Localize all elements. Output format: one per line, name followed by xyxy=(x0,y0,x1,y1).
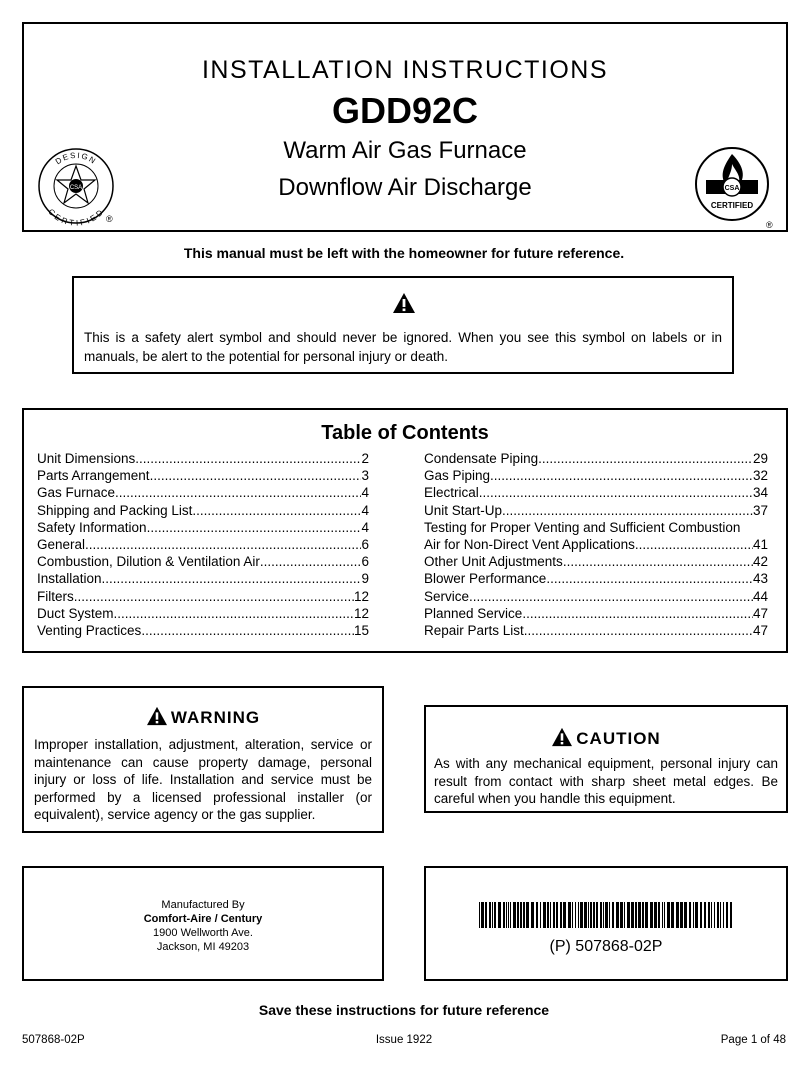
toc-entry-page: 15 xyxy=(353,622,369,638)
barcode-bar xyxy=(550,902,551,928)
toc-leader-dots xyxy=(192,502,361,519)
toc-entry-page: 32 xyxy=(752,468,768,484)
toc-entry xyxy=(37,622,369,639)
toc-entry-page: 3 xyxy=(361,468,369,484)
barcode-bar xyxy=(590,902,592,928)
toc-entry xyxy=(37,502,369,519)
model-number: GDD92C xyxy=(331,90,479,131)
toc-leader-dots xyxy=(538,450,753,467)
barcode-bar xyxy=(711,902,712,928)
barcode-bar xyxy=(638,902,641,928)
barcode-bar xyxy=(481,902,484,928)
toc-entry xyxy=(37,605,369,622)
caution-heading xyxy=(426,727,786,749)
barcode-bar xyxy=(616,902,619,928)
toc-entry-label: Venting Practices xyxy=(37,622,142,638)
barcode-bar xyxy=(650,902,653,928)
toc-entry-label: Air for Non-Direct Vent Applications xyxy=(424,536,635,552)
barcode-bar xyxy=(664,902,665,928)
toc-entry-label: Duct System xyxy=(37,605,114,621)
caution-box xyxy=(424,705,788,813)
barcode-bar xyxy=(578,902,579,928)
barcode-bar xyxy=(624,902,625,928)
toc-entry xyxy=(37,588,369,605)
toc-entry-page: 6 xyxy=(361,554,369,570)
manufacturer-city: Jackson, MI 49203 xyxy=(156,941,250,953)
toc-entry-page: 12 xyxy=(353,588,369,604)
barcode-bar xyxy=(720,902,721,928)
toc-entry xyxy=(37,467,369,484)
toc-entry xyxy=(37,519,369,536)
toc-leader-dots xyxy=(469,588,753,605)
toc-leader-dots xyxy=(522,605,753,622)
barcode-bar xyxy=(543,902,546,928)
footer-issue: Issue 1922 xyxy=(375,1034,433,1046)
title-block xyxy=(22,22,788,232)
toc-entry xyxy=(424,519,768,536)
barcode-bar xyxy=(593,902,595,928)
barcode-bar xyxy=(553,902,555,928)
warning-heading xyxy=(24,706,382,728)
barcode-bar xyxy=(540,902,541,928)
barcode-bar xyxy=(485,902,487,928)
barcode-bar xyxy=(726,902,728,928)
barcode-bar xyxy=(580,902,583,928)
footer-page: Page 1 of 48 xyxy=(720,1034,786,1046)
toc-entry-label: Condensate Piping xyxy=(424,451,539,466)
toc-entry-label: Unit Start-Up xyxy=(424,502,503,518)
toc-leader-dots xyxy=(135,450,361,467)
toc-leader-dots xyxy=(502,502,753,519)
barcode-bar xyxy=(531,902,534,928)
barcode-bar xyxy=(658,902,660,928)
toc-entry-page: 29 xyxy=(752,451,768,466)
toc-entry xyxy=(424,450,768,467)
barcode-bar xyxy=(693,902,694,928)
toc-leader-dots xyxy=(260,553,362,570)
barcode-bar xyxy=(631,902,634,928)
toc-leader-dots xyxy=(490,467,753,484)
barcode-bar xyxy=(714,902,715,928)
toc-entry-page: 4 xyxy=(361,519,369,535)
toc-entry-page: 4 xyxy=(361,502,369,518)
toc-entry xyxy=(37,536,369,553)
toc-entry-page: 2 xyxy=(361,451,369,466)
part-number: (P) 507868-02P xyxy=(549,938,663,955)
svg-text:®: ® xyxy=(766,220,773,230)
svg-text:DESIGN: DESIGN xyxy=(53,150,99,167)
barcode-bar xyxy=(723,902,724,928)
toc-entry-label: Gas Piping xyxy=(424,468,491,484)
svg-text:CERTIFIED: CERTIFIED xyxy=(710,201,754,210)
barcode-bar xyxy=(676,902,679,928)
toc-leader-dots xyxy=(524,622,753,639)
toc-entry xyxy=(37,570,369,587)
toc-entry-label: Parts Arrangement xyxy=(37,468,150,484)
toc-leader-dots xyxy=(74,588,354,605)
toc-entry-page: 37 xyxy=(752,502,768,518)
manufacturer-label: Manufactured By xyxy=(161,899,245,911)
toc-entry xyxy=(37,450,369,467)
warning-text: Improper installation, adjustment, alteration, service or maintenance can cause property damage, personal injury or loss of life. Installation and service must be performed by a licensed professional installer (or equivalent), service agency or the gas supplier. xyxy=(34,737,372,822)
toc-entry xyxy=(424,536,768,553)
toc-left-column xyxy=(37,450,369,639)
caution-triangle-icon xyxy=(551,727,573,747)
barcode-bar xyxy=(700,902,702,928)
barcode-box xyxy=(424,866,788,981)
toc-entry xyxy=(424,588,768,605)
barcode-icon xyxy=(479,902,735,928)
barcode-bar xyxy=(517,902,519,928)
toc-leader-dots xyxy=(546,570,753,587)
barcode-bar xyxy=(588,902,589,928)
barcode-bar xyxy=(492,902,493,928)
toc-entry-page: 43 xyxy=(752,571,768,587)
barcode-bar xyxy=(654,902,657,928)
caution-title: CAUTION xyxy=(576,729,661,748)
toc-entry-label: General xyxy=(37,536,86,552)
toc-entry xyxy=(37,484,369,501)
toc-entry-label: Shipping and Packing List xyxy=(37,502,193,518)
barcode-bar xyxy=(596,902,598,928)
barcode-bar xyxy=(479,902,480,928)
toc-entry xyxy=(424,502,768,519)
barcode-bar xyxy=(695,902,698,928)
barcode-bar xyxy=(717,902,719,928)
toc-entry-label: Electrical xyxy=(424,485,479,501)
toc-leader-dots xyxy=(115,484,361,501)
barcode-bar xyxy=(575,902,576,928)
barcode-bar xyxy=(513,902,516,928)
toc-entry-page: 6 xyxy=(361,536,369,552)
toc-entry xyxy=(424,622,768,639)
toc-entry-page: 42 xyxy=(752,554,768,570)
barcode-bar xyxy=(526,902,529,928)
toc-leader-dots xyxy=(740,519,768,536)
barcode-bar xyxy=(536,902,538,928)
toc-entry-page: 47 xyxy=(752,622,768,638)
toc-entry-page: 9 xyxy=(361,571,369,587)
svg-text:®: ® xyxy=(106,214,113,224)
barcode-bar xyxy=(584,902,587,928)
barcode-bar xyxy=(627,902,630,928)
toc-entry-label: Blower Performance xyxy=(424,571,547,587)
toc-entry-page: 12 xyxy=(353,605,369,621)
toc-entry xyxy=(424,484,768,501)
barcode-bar xyxy=(506,902,507,928)
homeowner-notice: This manual must be left with the homeowner for future reference. xyxy=(183,245,625,261)
toc-leader-dots xyxy=(102,570,362,587)
barcode-bar xyxy=(508,902,509,928)
toc-leader-dots xyxy=(563,553,753,570)
warning-triangle-icon xyxy=(146,706,168,726)
barcode-bar xyxy=(547,902,549,928)
barcode-bar xyxy=(642,902,644,928)
toc-leader-dots xyxy=(141,622,354,639)
barcode-bar xyxy=(503,902,505,928)
barcode-bar xyxy=(620,902,623,928)
design-certified-seal-icon xyxy=(36,146,116,226)
toc-entry-page: 34 xyxy=(752,485,768,501)
toc-entry-label: Repair Parts List xyxy=(424,622,524,638)
product-subtitle-2: Downflow Air Discharge xyxy=(278,174,532,201)
barcode-bar xyxy=(704,902,706,928)
barcode-bar xyxy=(568,902,571,928)
toc-entry xyxy=(424,605,768,622)
toc-entry-page: 4 xyxy=(361,485,369,501)
barcode-bar xyxy=(523,902,525,928)
barcode-bar xyxy=(603,902,604,928)
barcode-bar xyxy=(520,902,522,928)
barcode-bar xyxy=(708,902,710,928)
barcode-bar xyxy=(510,902,511,928)
safety-alert-icon xyxy=(392,292,416,314)
doc-type-heading: INSTALLATION INSTRUCTIONS xyxy=(201,56,609,84)
save-instructions-note: Save these instructions for future reference xyxy=(258,1002,550,1018)
toc-leader-dots xyxy=(479,484,753,501)
toc-entry xyxy=(424,570,768,587)
toc-entry xyxy=(37,553,369,570)
warning-title: WARNING xyxy=(170,708,261,727)
toc-title: Table of Contents xyxy=(321,422,489,444)
barcode-bar xyxy=(494,902,496,928)
toc-entry-label: Filters xyxy=(37,588,74,604)
svg-text:CSA: CSA xyxy=(69,185,83,191)
toc-entry-label: Combustion, Dilution & Ventilation Air xyxy=(37,554,260,570)
barcode-bar xyxy=(689,902,691,928)
svg-text:CSA: CSA xyxy=(724,185,740,192)
manufacturer-name: Comfort-Aire / Century xyxy=(143,913,263,925)
toc-entry-label: Planned Service xyxy=(424,605,523,621)
toc-entry-label: Other Unit Adjustments xyxy=(424,554,563,570)
barcode-bar xyxy=(662,902,663,928)
barcode-bar xyxy=(667,902,670,928)
toc-leader-dots xyxy=(147,519,362,536)
toc-entry-page: 44 xyxy=(752,588,768,604)
barcode-bar xyxy=(605,902,608,928)
caution-text: As with any mechanical equipment, personal injury can result from contact with sharp sheet metal edges. Be careful when you handle this equipment. xyxy=(434,756,778,806)
barcode-bar xyxy=(730,902,732,928)
toc-entry-label: Safety Information xyxy=(37,519,147,535)
toc-leader-dots xyxy=(85,536,361,553)
toc-entry-page: 41 xyxy=(752,536,768,552)
toc-right-column xyxy=(424,450,768,639)
warning-box xyxy=(22,686,384,833)
barcode-bar xyxy=(572,902,573,928)
barcode-bar xyxy=(645,902,648,928)
toc-entry-page: 47 xyxy=(752,605,768,621)
barcode-bar xyxy=(489,902,491,928)
barcode-bar xyxy=(609,902,610,928)
barcode-bar xyxy=(612,902,614,928)
toc-entry xyxy=(424,553,768,570)
barcode-bar xyxy=(498,902,501,928)
toc-entry xyxy=(424,467,768,484)
safety-alert-box xyxy=(72,276,734,374)
toc-leader-dots xyxy=(150,467,362,484)
manufacturer-box xyxy=(22,866,384,981)
toc-entry-label: Unit Dimensions xyxy=(37,451,136,466)
barcode-bar xyxy=(556,902,558,928)
toc-entry-label: Testing for Proper Venting and Sufficient Combustion xyxy=(424,519,741,535)
csa-certified-flame-seal-icon xyxy=(692,146,776,230)
table-of-contents xyxy=(22,408,788,653)
manufacturer-address: 1900 Wellworth Ave. xyxy=(153,927,253,939)
safety-alert-text: This is a safety alert symbol and should never be ignored. When you see this symbol on labels or in manuals, be alert to the potential for personal injury or death. xyxy=(84,330,722,364)
svg-text:CERTIFIED: CERTIFIED xyxy=(46,207,106,226)
toc-entry-label: Gas Furnace xyxy=(37,485,116,501)
footer-doc-number: 507868-02P xyxy=(22,1034,85,1046)
barcode-bar xyxy=(684,902,687,928)
barcode-bar xyxy=(680,902,683,928)
toc-leader-dots xyxy=(114,605,354,622)
barcode-bar xyxy=(600,902,602,928)
barcode-bar xyxy=(635,902,637,928)
toc-leader-dots xyxy=(635,536,753,553)
barcode-bar xyxy=(560,902,562,928)
toc-entry-label: Installation xyxy=(37,571,102,587)
barcode-bar xyxy=(563,902,566,928)
toc-entry-label: Service xyxy=(424,588,470,604)
product-subtitle: Warm Air Gas Furnace xyxy=(283,137,527,164)
barcode-bar xyxy=(671,902,674,928)
